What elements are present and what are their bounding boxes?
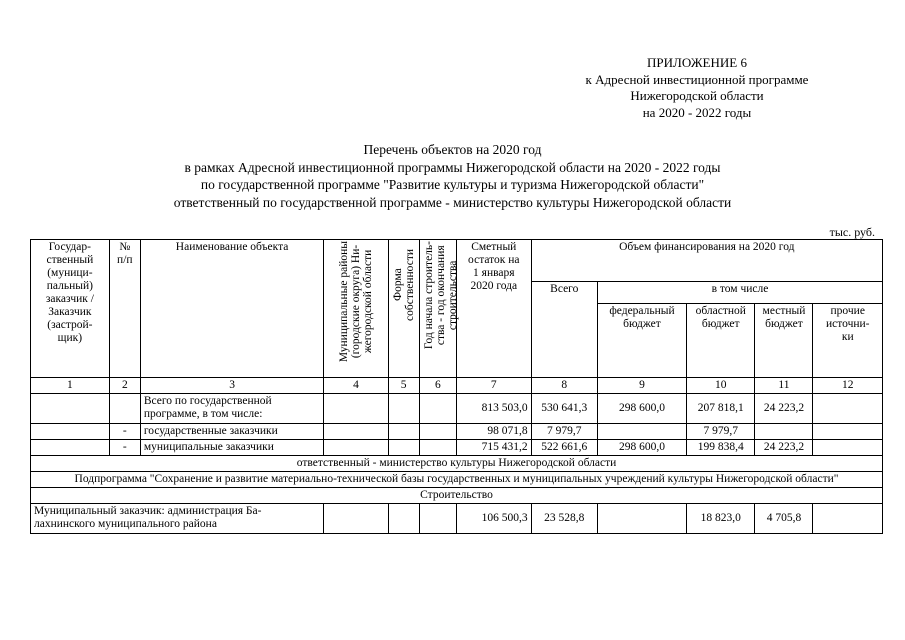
cell-regional: 199 838,4 <box>687 440 755 456</box>
header-financing: Объем финансирования на 2020 год <box>531 240 882 282</box>
row-dash: - <box>109 440 140 456</box>
header-line: п/п <box>117 254 133 266</box>
header-line: (застрой- <box>47 319 93 331</box>
header-name: Наименование объекта <box>140 240 323 378</box>
appendix-number: ПРИЛОЖЕНИЕ 6 <box>647 55 747 70</box>
cell-local: 24 223,2 <box>755 394 813 424</box>
table-row-municipal <box>31 440 883 456</box>
table-row-subprogram <box>31 472 883 488</box>
cell-total: 530 641,3 <box>531 394 597 424</box>
header-line: собственности <box>403 249 416 321</box>
header-number <box>109 240 140 378</box>
header-line: бюджет <box>765 318 803 330</box>
header-line: Государ- <box>48 241 91 253</box>
header-line: источни- <box>825 318 870 330</box>
header-line: прочие <box>830 305 865 317</box>
column-number: 1 <box>31 378 110 394</box>
table-row-state <box>31 424 883 440</box>
cell-estimate: 813 503,0 <box>456 394 531 424</box>
row-name-line: лахнинского муниципального района <box>34 518 217 530</box>
header-customer <box>31 240 110 378</box>
header-other <box>813 304 883 378</box>
header-line: местный <box>762 305 806 317</box>
cell-estimate: 715 431,2 <box>456 440 531 456</box>
column-number: 2 <box>109 378 140 394</box>
header-line: Форма <box>391 268 404 302</box>
cell-estimate: 106 500,3 <box>456 504 531 534</box>
table-row-total <box>31 394 883 424</box>
cell-local: 4 705,8 <box>755 504 813 534</box>
column-number: 8 <box>531 378 597 394</box>
subprogram-label: Подпрограмма "Сохранение и развитие материально-технической базы государственных и муниципальных учреждений культуры Нижегородской области" <box>31 472 883 488</box>
header-ownership <box>388 240 419 378</box>
row-dash: - <box>109 424 140 440</box>
row-name: Всего по государственной программе, в том числе: <box>140 394 323 424</box>
column-number: 7 <box>456 378 531 394</box>
header-line: ственный <box>46 254 94 266</box>
cell-total: 7 979,7 <box>531 424 597 440</box>
header-line: бюджет <box>701 318 740 330</box>
header-line: бюджет <box>623 318 661 330</box>
header-line: жегородской области <box>361 249 374 354</box>
column-number: 6 <box>419 378 456 394</box>
header-federal <box>597 304 686 378</box>
cell-total: 522 661,6 <box>531 440 597 456</box>
table-row-construction <box>31 488 883 504</box>
responsible-label: ответственный - министерство культуры Нижегородской области <box>31 456 883 472</box>
header-line: (городские округа) Ни- <box>349 244 362 359</box>
cell-federal: 298 600,0 <box>597 394 686 424</box>
header-local <box>755 304 813 378</box>
row-name-line: Муниципальный заказчик: администрация Ба- <box>34 505 262 517</box>
header-regional <box>687 304 755 378</box>
objects-table <box>30 239 883 534</box>
header-estimate <box>456 240 531 378</box>
cell-federal: 298 600,0 <box>597 440 686 456</box>
title-line: Перечень объектов на 2020 год <box>363 142 542 157</box>
cell-total: 23 528,8 <box>531 504 597 534</box>
column-number: 12 <box>813 378 883 394</box>
header-line: пальный) <box>46 280 93 292</box>
header-line: Заказчик <box>48 306 92 318</box>
document-title <box>0 141 905 211</box>
title-line: в рамках Адресной инвестиционной программы Нижегородской области на 2020 - 2022 годы <box>184 159 721 175</box>
row-name <box>31 504 324 534</box>
appendix-header <box>557 55 837 121</box>
header-line: строительства <box>446 260 459 330</box>
header-line: щик) <box>57 332 83 344</box>
header-total: Всего <box>531 282 597 378</box>
header-line: ки <box>841 331 854 343</box>
cell-estimate: 98 071,8 <box>456 424 531 440</box>
header-line: Год начала строитель- <box>422 241 435 350</box>
header-line: № <box>119 241 131 253</box>
title-line: по государственной программе "Развитие культуры и туризма Нижегородской области" <box>200 177 705 192</box>
header-line: (муници- <box>47 267 93 279</box>
cell-regional: 18 823,0 <box>687 504 755 534</box>
header-line: Сметный <box>471 241 517 253</box>
table-row-responsible <box>31 456 883 472</box>
header-line: ства - год окончания <box>434 245 447 345</box>
header-line: Муниципальные районы <box>337 241 350 363</box>
column-numbers-row <box>31 378 883 394</box>
cell-local: 24 223,2 <box>755 440 813 456</box>
row-name: государственные заказчики <box>140 424 323 440</box>
column-number: 4 <box>324 378 388 394</box>
header-including: в том числе <box>597 282 882 304</box>
column-number: 5 <box>388 378 419 394</box>
appendix-line: на 2020 - 2022 годы <box>642 104 752 120</box>
header-municipal <box>324 240 388 378</box>
column-number: 3 <box>140 378 323 394</box>
header-line: заказчик / <box>45 293 94 305</box>
header-line: 1 января <box>473 267 515 279</box>
table-row-balakhna <box>31 504 883 534</box>
header-years <box>419 240 459 378</box>
appendix-line: Нижегородской области <box>630 88 764 103</box>
cell-regional: 7 979,7 <box>687 424 755 440</box>
construction-label: Строительство <box>31 488 883 504</box>
row-name: муниципальные заказчики <box>140 440 323 456</box>
column-number: 11 <box>755 378 813 394</box>
header-line: федеральный <box>609 305 675 317</box>
column-number: 10 <box>687 378 755 394</box>
header-line: областной <box>695 305 746 317</box>
title-line: ответственный по государственной программе - министерство культуры Нижегородской области <box>173 194 732 210</box>
column-number: 9 <box>597 378 686 394</box>
cell-regional: 207 818,1 <box>687 394 755 424</box>
appendix-line: к Адресной инвестиционной программе <box>585 71 809 87</box>
header-line: остаток на <box>468 254 520 266</box>
units-label: тыс. руб. <box>829 225 875 239</box>
header-line: 2020 года <box>470 280 518 292</box>
